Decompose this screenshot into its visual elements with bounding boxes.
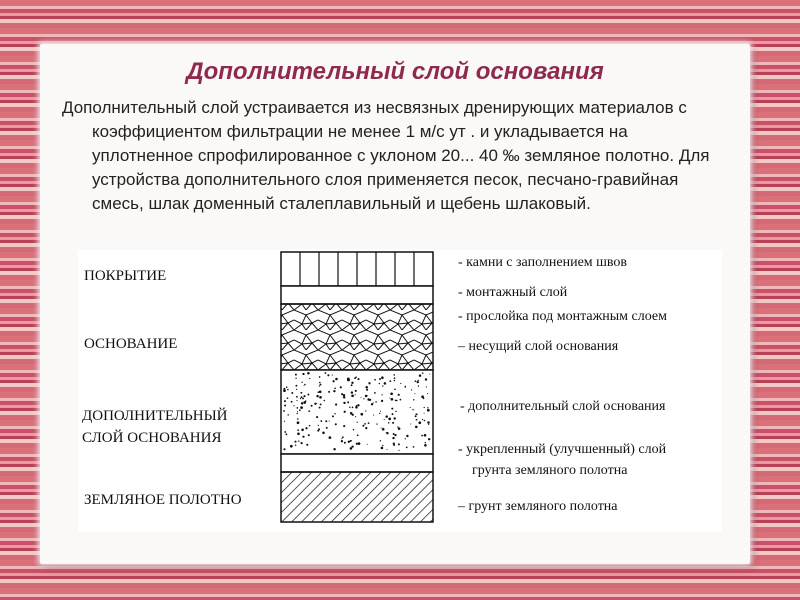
sand-dot (424, 407, 425, 408)
sand-dot (351, 445, 353, 447)
sand-dot (400, 399, 402, 401)
sand-dot (424, 420, 426, 422)
sand-dot (297, 411, 298, 412)
sand-dot (394, 388, 396, 390)
sand-dot (341, 393, 343, 395)
sand-dot (296, 396, 298, 398)
sand-dot (417, 381, 419, 383)
sand-dot (395, 400, 397, 402)
sand-dot (308, 410, 310, 412)
sand-dot (296, 389, 297, 390)
sand-dot (411, 389, 412, 390)
sand-dot (424, 444, 427, 447)
sand-dot (375, 401, 377, 403)
sand-dot (360, 413, 363, 416)
sand-dot (391, 408, 393, 410)
sand-dot (351, 440, 352, 441)
label-ukreplenny-2: грунта земляного полотна (472, 463, 628, 478)
sand-dot (290, 445, 293, 448)
layer-base-crushed (281, 304, 433, 370)
sand-dot (415, 426, 418, 429)
sand-dot (357, 422, 358, 423)
sand-dot (421, 435, 423, 437)
sand-dot (427, 407, 428, 408)
sand-dot (300, 406, 303, 409)
sand-dot (381, 394, 382, 395)
sand-dot (400, 383, 401, 384)
sand-dot (422, 372, 424, 374)
sand-dot (366, 389, 368, 391)
label-pokrytie: ПОКРЫТИЕ (84, 268, 167, 284)
sand-dot (388, 422, 389, 423)
sand-dot (291, 392, 293, 394)
sand-dot (295, 385, 297, 387)
label-ukreplenny-1: - укрепленный (улучшенный) слой (458, 442, 667, 457)
sand-dot (389, 397, 390, 398)
sand-dot (342, 436, 344, 438)
sand-dot (304, 384, 306, 386)
sand-dot (302, 397, 304, 399)
label-kamni: - камни с заполнением швов (458, 255, 628, 270)
sand-dot (428, 438, 430, 440)
sand-dot (365, 427, 367, 429)
sand-dot (368, 422, 370, 424)
sand-dot (428, 424, 429, 425)
sand-dot (328, 391, 330, 393)
sand-dot (416, 419, 418, 421)
sand-dot (347, 401, 349, 403)
sand-dot (394, 417, 396, 419)
sand-dot (352, 407, 354, 409)
sand-dot (297, 432, 300, 435)
sand-dot (322, 432, 325, 435)
sand-dot (356, 405, 357, 406)
sand-dot (318, 428, 320, 430)
sand-dot (415, 415, 417, 417)
sand-dot (356, 407, 358, 409)
sand-dot (393, 443, 395, 445)
sand-dot (317, 396, 319, 398)
sand-dot (419, 374, 422, 377)
sand-dot (394, 434, 396, 436)
sand-dot (351, 394, 354, 397)
sand-dot (364, 423, 366, 425)
pavement-cross-section-diagram (78, 250, 722, 532)
sand-dot (303, 395, 305, 397)
sand-dot (357, 378, 359, 380)
sand-dot (332, 375, 333, 376)
sand-dot (410, 407, 411, 408)
sand-dot (302, 436, 304, 438)
sand-dot (334, 388, 336, 390)
sand-dot (320, 403, 322, 405)
sand-dot (296, 413, 297, 414)
sand-dot (394, 380, 396, 382)
sand-dot (382, 385, 383, 386)
sand-dot (295, 444, 296, 445)
sand-dot (356, 443, 358, 445)
sand-dot (301, 402, 303, 404)
sand-dot (316, 416, 318, 418)
sand-dot (284, 421, 285, 422)
label-montazh: - монтажный слой (458, 285, 568, 300)
sand-dot (380, 440, 381, 441)
sand-dot (319, 396, 322, 399)
sand-dot (335, 423, 337, 425)
layer-montage (281, 286, 433, 304)
sand-dot (298, 429, 300, 431)
sand-dot (413, 399, 414, 400)
layer-additional-sand (281, 370, 433, 454)
sand-dot (332, 415, 334, 417)
layer-strengthened (281, 454, 433, 472)
sand-dot (362, 425, 364, 427)
sand-dot (427, 393, 428, 394)
label-osnovanie: ОСНОВАНИЕ (84, 336, 178, 352)
sand-dot (286, 386, 288, 388)
sand-dot (368, 382, 370, 384)
label-grunt: – грунт земляного полотна (458, 499, 618, 514)
sand-dot (398, 450, 399, 451)
sand-dot (306, 444, 308, 446)
sand-dot (392, 437, 394, 439)
sand-dot (398, 394, 400, 396)
sand-dot (392, 422, 394, 424)
sand-dot (333, 390, 335, 392)
sand-dot (317, 391, 319, 393)
sand-dot (380, 411, 381, 412)
sand-dot (301, 382, 302, 383)
sand-dot (343, 425, 345, 427)
slide-title: Дополнительный слой основания (186, 58, 604, 85)
sand-dot (341, 438, 342, 439)
sand-dot (335, 403, 337, 405)
sand-dot (425, 378, 427, 380)
sand-dot (353, 429, 355, 431)
sand-dot (308, 434, 310, 436)
sand-dot (389, 380, 391, 382)
sand-dot (343, 394, 345, 396)
sand-dot (343, 396, 345, 398)
sand-dot (319, 390, 322, 393)
sand-dot (418, 385, 419, 386)
sand-dot (426, 386, 427, 387)
sand-dot (287, 397, 289, 399)
sand-dot (340, 386, 342, 388)
sand-dot (341, 440, 343, 442)
sand-dot (373, 415, 374, 416)
sand-dot (394, 377, 396, 379)
sand-dot (300, 392, 302, 394)
sand-dot (319, 385, 320, 386)
sand-dot (405, 438, 406, 439)
sand-dot (301, 396, 303, 398)
sand-dot (381, 376, 384, 379)
sand-dot (325, 420, 327, 422)
sand-dot (311, 405, 313, 407)
sand-dot (299, 409, 301, 411)
sand-dot (427, 421, 430, 424)
sand-dot (324, 400, 326, 402)
sand-dot (398, 443, 400, 445)
sand-dot (283, 410, 285, 412)
sand-dot (319, 376, 321, 378)
sand-dot (294, 441, 296, 443)
sand-dot (425, 442, 426, 443)
sand-dot (395, 411, 396, 412)
sand-dot (298, 441, 299, 442)
sand-dot (347, 378, 350, 381)
sand-dot (305, 427, 307, 429)
sand-dot (358, 442, 361, 445)
sand-dot (301, 442, 303, 444)
sand-dot (381, 400, 383, 402)
sand-dot (349, 407, 350, 408)
sand-dot (391, 398, 394, 401)
sand-dot (295, 378, 296, 379)
sand-dot (301, 429, 304, 432)
sand-dot (387, 449, 388, 450)
sand-dot (376, 423, 377, 424)
sand-dot (360, 397, 361, 398)
sand-dot (421, 395, 424, 398)
sand-dot (302, 373, 304, 375)
sand-dot (418, 421, 421, 424)
sand-dot (318, 425, 319, 426)
sand-dot (284, 400, 286, 402)
sand-dot (287, 414, 289, 416)
slide-card (40, 44, 750, 564)
sand-dot (384, 382, 387, 385)
sand-dot (283, 389, 286, 392)
sand-dot (410, 423, 411, 424)
sand-dot (333, 448, 335, 450)
sand-dot (366, 395, 367, 396)
sand-dot (344, 411, 346, 413)
sand-dot (355, 416, 356, 417)
sand-dot (406, 435, 408, 437)
sand-dot (354, 378, 355, 379)
sand-dot (307, 372, 310, 375)
sand-dot (365, 386, 368, 389)
sand-dot (307, 394, 309, 396)
sand-dot (305, 400, 306, 401)
sand-dot (412, 409, 413, 410)
sand-dot (384, 419, 385, 420)
sand-dot (327, 374, 329, 376)
sand-dot (326, 427, 328, 429)
sand-dot (392, 413, 394, 415)
sand-dot (374, 392, 376, 394)
sand-dot (329, 436, 332, 439)
sand-dot (429, 374, 430, 375)
sand-dot (393, 374, 395, 376)
label-prosloika: - прослойка под монтажным слоем (458, 309, 667, 324)
sand-dot (416, 414, 417, 415)
cross-section-svg (78, 250, 722, 532)
sand-dot (379, 378, 381, 380)
sand-dot (422, 419, 423, 420)
sand-dot (381, 447, 384, 450)
sand-dot (379, 413, 380, 414)
sand-dot (320, 384, 322, 386)
sand-dot (316, 403, 317, 404)
sand-dot (293, 405, 294, 406)
sand-dot (309, 425, 311, 427)
label-dop-line2: СЛОЙ ОСНОВАНИЯ (82, 430, 222, 446)
sand-dot (334, 413, 335, 414)
label-nesushchiy: – несущий слой основания (458, 339, 619, 354)
sand-dot (424, 413, 425, 414)
sand-dot (297, 418, 299, 420)
sand-dot (351, 384, 353, 386)
sand-dot (295, 374, 297, 376)
sand-dot (414, 393, 415, 394)
sand-dot (350, 447, 353, 450)
sand-dot (365, 410, 366, 411)
sand-dot (297, 421, 300, 424)
sand-dot (284, 405, 286, 407)
sand-dot (321, 421, 322, 422)
sand-dot (284, 431, 286, 433)
sand-dot (357, 404, 359, 406)
layer-subgrade (281, 472, 433, 522)
sand-dot (351, 382, 353, 384)
sand-dot (393, 433, 395, 435)
sand-dot (324, 372, 326, 374)
sand-dot (398, 427, 401, 430)
layer-stack (281, 252, 433, 522)
sand-dot (379, 383, 380, 384)
sand-dot (390, 392, 393, 395)
slide-paragraph: Дополнительный слой устраивается из несвязных дренирующих материалов с коэффициентом фильтрации не менее 1 м/с ут . и укладывается на уплотненное спрофилированное с уклоном 20... 40 ‰ земляное полотно. Для устройства дополнительного слоя применяется песок, песчано-гравийная смесь, шлак доменный сталеплавильный и щебень шлаковый. (62, 98, 710, 213)
sand-dot (344, 442, 346, 444)
sand-dot (304, 385, 305, 386)
sand-dot (415, 380, 417, 382)
sand-dot (374, 379, 376, 381)
sand-dot (381, 427, 382, 428)
sand-dot (373, 402, 374, 403)
sand-dot (427, 409, 430, 412)
sand-dot (348, 441, 350, 443)
sand-dot (329, 420, 330, 421)
sand-dot (283, 448, 285, 450)
sand-dot (367, 444, 368, 445)
sand-dot (388, 418, 391, 421)
sand-dot (352, 414, 354, 416)
sand-dot (319, 407, 321, 409)
sand-dot (413, 446, 415, 448)
sand-dot (424, 434, 427, 437)
sand-dot (297, 407, 299, 409)
sand-dot (291, 401, 293, 403)
sand-dot (406, 447, 408, 449)
sand-dot (385, 415, 387, 417)
label-zemlyanoe: ЗЕМЛЯНОЕ ПОЛОТНО (84, 492, 242, 508)
sand-dot (343, 402, 345, 404)
label-dop-line1: ДОПОЛНИТЕЛЬНЫЙ (82, 408, 228, 424)
sand-dot (386, 432, 388, 434)
sand-dot (332, 380, 334, 382)
sand-dot (335, 378, 338, 381)
sand-dot (404, 386, 406, 388)
sand-dot (286, 434, 287, 435)
sand-dot (287, 389, 288, 390)
sand-dot (351, 391, 353, 393)
sand-dot (309, 378, 310, 379)
sand-dot (367, 398, 370, 401)
sand-dot (296, 400, 297, 401)
sand-dot (363, 398, 364, 399)
sand-dot (355, 394, 356, 395)
sand-dot (355, 390, 357, 392)
sand-dot (300, 398, 301, 399)
sand-dot (382, 445, 383, 446)
sand-dot (319, 382, 321, 384)
sand-dot (357, 434, 359, 436)
label-dopolnitelny: - дополнительный слой основания (460, 399, 666, 414)
sand-dot (382, 428, 385, 431)
